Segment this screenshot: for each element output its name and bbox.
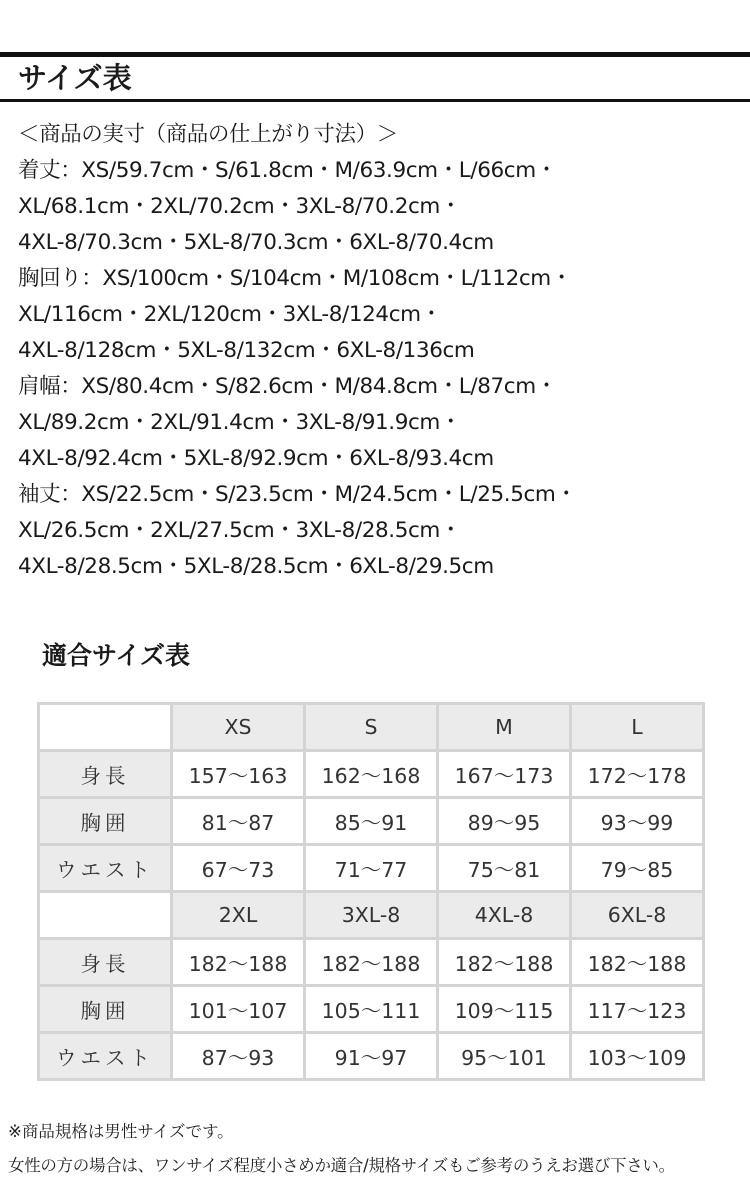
measurement-line: 袖丈：XS/22.5cm・S/23.5cm・M/24.5cm・L/25.5cm・	[18, 482, 577, 507]
table-cell: 105〜111	[306, 987, 439, 1034]
table-cell: 79〜85	[572, 846, 705, 893]
measurement-line: XL/116cm・2XL/120cm・3XL-8/124cm・	[18, 302, 442, 327]
row-label-height: 身長	[37, 940, 173, 987]
row-label-height: 身長	[37, 752, 173, 799]
table-cell: 182〜188	[439, 940, 572, 987]
header-corner	[37, 893, 173, 940]
table-cell: 101〜107	[173, 987, 306, 1034]
page-title: サイズ表	[18, 61, 132, 95]
table-cell: 109〜115	[439, 987, 572, 1034]
size-header: 6XL-8	[572, 893, 705, 940]
table-cell: 89〜95	[439, 799, 572, 846]
measurement-line: 着丈：XS/59.7cm・S/61.8cm・M/63.9cm・L/66cm・	[18, 158, 557, 183]
table-cell: 75〜81	[439, 846, 572, 893]
title-bottom-rule	[0, 99, 750, 102]
size-advice-note: 女性の方の場合は、ワンサイズ程度小さめか適合/規格サイズもご参考のうえお選び下さい。	[8, 1156, 675, 1175]
table-cell: 95〜101	[439, 1034, 572, 1081]
size-header-row	[37, 893, 705, 940]
measurement-line: XL/26.5cm・2XL/27.5cm・3XL-8/28.5cm・	[18, 518, 462, 543]
table-cell: 81〜87	[173, 799, 306, 846]
table-cell: 182〜188	[173, 940, 306, 987]
measurement-line: 4XL-8/92.4cm・5XL-8/92.9cm・6XL-8/93.4cm	[18, 446, 494, 471]
table-cell: 167〜173	[439, 752, 572, 799]
table-row	[37, 846, 705, 893]
row-label-waist: ウエスト	[37, 846, 173, 893]
size-header: L	[572, 702, 705, 752]
table-cell: 71〜77	[306, 846, 439, 893]
row-label-chest: 胸囲	[37, 987, 173, 1034]
size-header-row	[37, 702, 705, 752]
table-cell: 157〜163	[173, 752, 306, 799]
header-corner	[37, 702, 173, 752]
row-label-chest: 胸囲	[37, 799, 173, 846]
table-row	[37, 940, 705, 987]
measurements-heading: ＜商品の実寸（商品の仕上がり寸法）＞	[18, 122, 398, 147]
table-cell: 103〜109	[572, 1034, 705, 1081]
measurement-line: 肩幅：XS/80.4cm・S/82.6cm・M/84.8cm・L/87cm・	[18, 374, 557, 399]
size-header: 2XL	[173, 893, 306, 940]
fit-table-title: 適合サイズ表	[42, 641, 191, 670]
measurement-line: 4XL-8/128cm・5XL-8/132cm・6XL-8/136cm	[18, 338, 475, 363]
table-cell: 93〜99	[572, 799, 705, 846]
measurement-line: XL/89.2cm・2XL/91.4cm・3XL-8/91.9cm・	[18, 410, 462, 435]
size-header: 4XL-8	[439, 893, 572, 940]
table-cell: 182〜188	[572, 940, 705, 987]
table-row	[37, 752, 705, 799]
table-cell: 85〜91	[306, 799, 439, 846]
size-header: S	[306, 702, 439, 752]
measurement-line: 4XL-8/28.5cm・5XL-8/28.5cm・6XL-8/29.5cm	[18, 554, 494, 579]
table-cell: 87〜93	[173, 1034, 306, 1081]
size-note: ※商品規格は男性サイズです。	[8, 1122, 234, 1141]
measurement-line: 4XL-8/70.3cm・5XL-8/70.3cm・6XL-8/70.4cm	[18, 230, 494, 255]
actual-measurements	[18, 117, 743, 585]
table-row	[37, 987, 705, 1034]
size-header: XS	[173, 702, 306, 752]
measurement-line: XL/68.1cm・2XL/70.2cm・3XL-8/70.2cm・	[18, 194, 462, 219]
table-cell: 91〜97	[306, 1034, 439, 1081]
title-top-rule	[0, 52, 750, 57]
table-cell: 67〜73	[173, 846, 306, 893]
size-header: 3XL-8	[306, 893, 439, 940]
measurement-line: 胸回り：XS/100cm・S/104cm・M/108cm・L/112cm・	[18, 266, 572, 291]
table-cell: 117〜123	[572, 987, 705, 1034]
table-row	[37, 1034, 705, 1081]
row-label-waist: ウエスト	[37, 1034, 173, 1081]
table-cell: 182〜188	[306, 940, 439, 987]
size-header: M	[439, 702, 572, 752]
fit-size-table	[37, 702, 705, 1081]
table-row	[37, 799, 705, 846]
table-cell: 172〜178	[572, 752, 705, 799]
table-cell: 162〜168	[306, 752, 439, 799]
